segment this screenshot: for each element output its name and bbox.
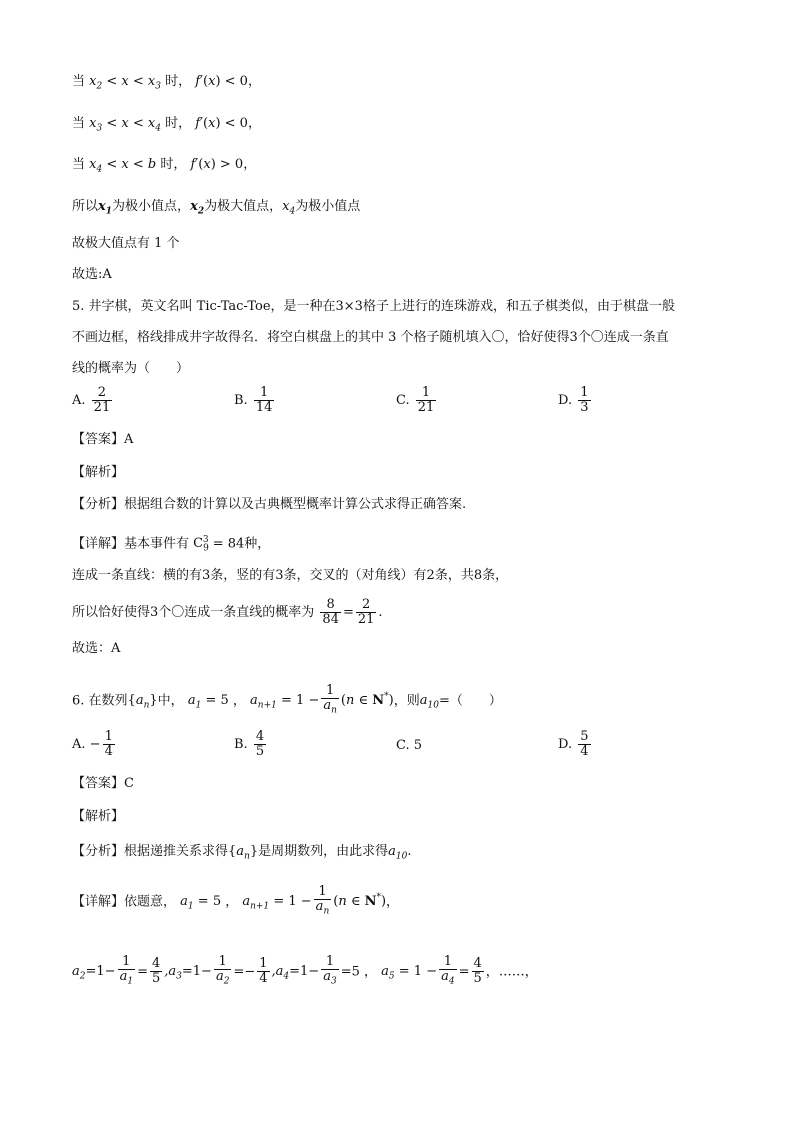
q5-final: 故选：A [72, 641, 121, 656]
q6-xiangjie: 【详解】依题意， $a_1 = 5$ ， $a_{n+1} = 1$ − $\frac{1}{a_n}$ (n ∈ N*)， [72, 884, 400, 917]
q5-xiangjie: 【详解】基本事件有 $C_9^3 = 84$种， [72, 535, 271, 554]
line-choice: 故选:A [72, 267, 112, 282]
math-derivative: f′(x) < 0 [195, 116, 248, 131]
q6-option-d: D. $\frac{5}{4}$ [558, 729, 589, 759]
combination-symbol: $C_9^3$ [193, 535, 209, 554]
q6-answer: 【答案】C [72, 776, 134, 791]
line-case-x3-x4: 当 $x_3 < x < x_4$ 时， f′(x) < 0， [72, 116, 261, 134]
math-inequality: $x_3 < x < x_4$ [89, 116, 161, 134]
math-inequality: $x_4 < x < b$ [89, 157, 157, 175]
q5-stem-line2: 不画边框，格线排成井字故得名．将空白棋盘上的其中 3 个格子随机填入〇，恰好使得3个〇连成一条直 [72, 330, 669, 345]
q6-sequence-terms: $a_2=1-$ $\frac{1}{a_1}$ = $\frac{4}{5}$ $,a_3=1-$ $\frac{1}{a_2}$ =− $\frac{1}{4}$ $,a_4=1-$ $\frac{1}{a_3}$ =5 ， $a_5 = 1$ − $\frac{1}{a_4}$ = $\frac{4}{5}$ ，……， [72, 954, 538, 987]
q6-stem: 6. 在数列$\{a_n\}$中， $a_1 = 5$ ， $a_{n+1} = 1$ − $\frac{1}{a_n}$ (n ∈ N*)，则$a_{10}=$（ ） [72, 683, 502, 716]
q6-option-c: C. 5 [396, 738, 423, 753]
line-case-x2-x3: 当 $x_2 < x < x_3$ 时， f′(x) < 0， [72, 74, 261, 92]
q5-stem-line3: 线的概率为（ ） [72, 361, 190, 376]
q5-fenxi: 【分析】根据组合数的计算以及古典概型概率计算公式求得正确答案. [72, 497, 467, 512]
math-inequality: $x_2 < x < x_3$ [89, 74, 161, 92]
q6-option-a: A. − $\frac{1}{4}$ [72, 729, 113, 759]
q5-option-a: A. $\frac{2}{21}$ [72, 385, 111, 415]
q5-line-count: 连成一条直线：横的有3条，竖的有3条，交叉的（对角线）有2条，共8条， [72, 568, 509, 583]
line-case-x4-b: 当 $x_4 < x < b$ 时， f′(x) > 0， [72, 157, 257, 175]
q5-stem-line1: 5. 井字棋，英文名叫 Tic-Tac-Toe，是一种在3×3格子上进行的连珠游戏，和五子棋类似，由于棋盘一般 [72, 299, 675, 314]
q5-jiexi: 【解析】 [72, 465, 125, 480]
q5-option-b: B. $\frac{1}{14}$ [234, 385, 273, 415]
math-derivative: f′(x) > 0 [190, 157, 244, 172]
q6-fenxi: 【分析】根据递推关系求得$\{a_n\}$是周期数列，由此求得$a_{10}$. [72, 844, 412, 862]
line-extrema-summary: 所以$x_1$为极小值点，$x_2$为极大值点，$x_4$为极小值点 [72, 199, 361, 217]
q6-option-b: B. $\frac{4}{5}$ [234, 729, 265, 759]
q5-answer: 【答案】A [72, 432, 134, 447]
q6-jiexi: 【解析】 [72, 809, 125, 824]
math-derivative: f′(x) < 0 [195, 74, 248, 89]
q5-option-c: C. $\frac{1}{21}$ [396, 385, 435, 415]
q5-option-d: D. $\frac{1}{3}$ [558, 385, 589, 415]
line-max-count: 故极大值点有 1 个 [72, 236, 180, 251]
q5-probability: 所以恰好使得3个〇连成一条直线的概率为 $\frac{8}{84}$ = $\frac{2}{21}$ . [72, 597, 383, 627]
